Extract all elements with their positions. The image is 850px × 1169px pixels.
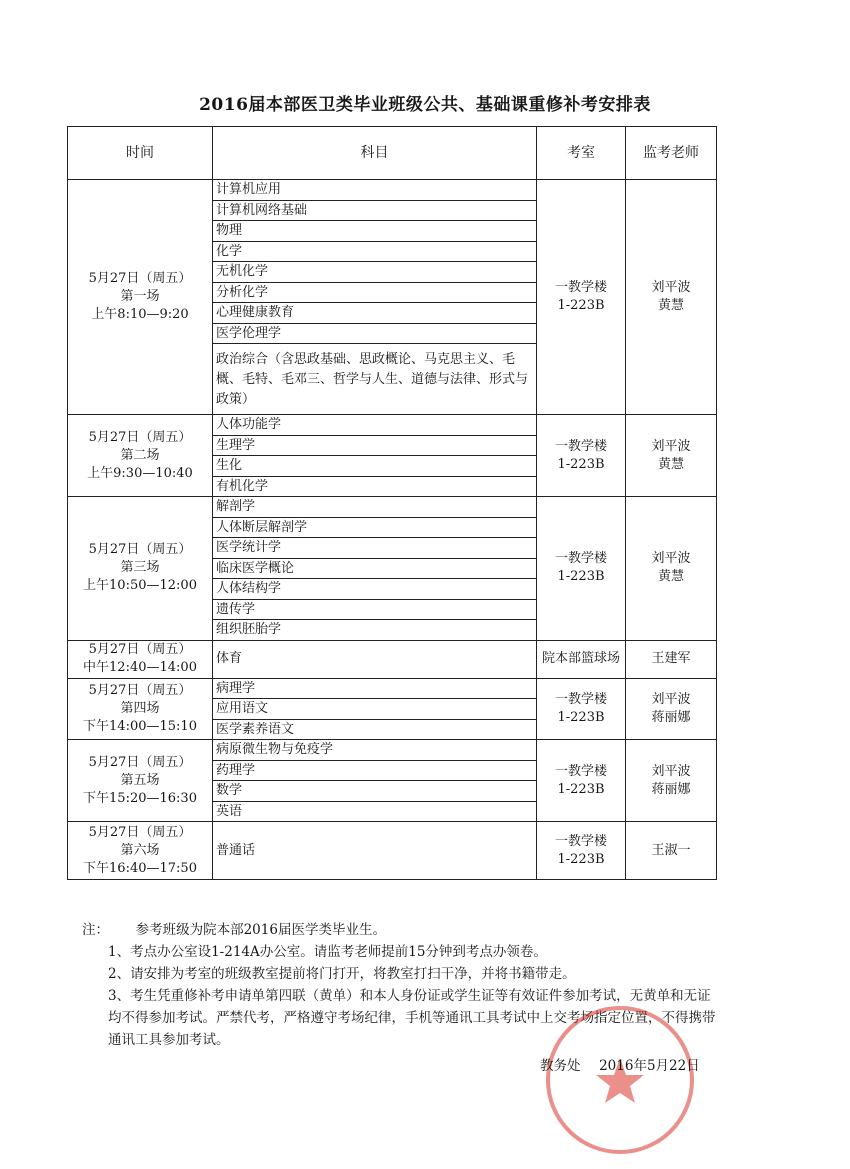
subject-item: 体育 [216,651,243,666]
session-proctor: 刘平波 蒋丽娜 [626,740,717,822]
session-time: 5月27日（周五） 第五场 下午15:20—16:30 [68,740,213,822]
subject-item: 生化 [213,456,536,477]
session-subjects [213,497,537,641]
subject-item: 政治综合（含思政基础、思政概论、马克思主义、毛概、毛特、毛邓三、哲学与人生、道德与法律、形式与政策） [216,352,529,407]
session-row [68,740,717,822]
session-proctor: 刘平波 黄慧 [626,497,717,641]
session-time: 5月27日（周五） 第一场 上午8:10—9:20 [68,180,213,415]
session-room: 一教学楼 1-223B [537,415,626,497]
subject-item: 医学素养语文 [216,721,295,737]
official-seal [540,1000,700,1160]
subject-item: 人体功能学 [213,415,536,436]
subject-item: 人体断层解剖学 [213,518,536,539]
session-proctor: 王淑一 [626,822,717,880]
subject-item: 遗传学 [213,600,536,621]
session-time: 5月27日（周五） 第四场 下午14:00—15:10 [68,678,213,740]
exam-schedule-table [67,126,717,880]
session-row [68,180,717,415]
subject-item: 人体结构学 [213,579,536,600]
session-proctor: 刘平波 黄慧 [626,180,717,415]
header-time: 时间 [68,127,213,180]
header-room: 考室 [537,127,626,180]
schedule-body [68,180,717,880]
subject-item: 组织胚胎学 [216,622,282,637]
session-row [68,678,717,740]
subject-item: 临床医学概论 [213,559,536,580]
session-room: 一教学楼 1-223B [537,678,626,740]
table-header-row [68,127,717,180]
session-room: 一教学楼 1-223B [537,740,626,822]
session-time: 5月27日（周五） 中午12:40—14:00 [68,640,213,678]
session-proctor: 刘平波 蒋丽娜 [626,678,717,740]
session-subjects [213,740,537,822]
session-room: 一教学楼 1-223B [537,180,626,415]
notes-intro: 参考班级为院本部2016届医学类毕业生。 [135,922,386,938]
subject-item: 物理 [213,221,536,242]
note-item-1: 1、考点办公室设1-214A办公室。请监考老师提前15分钟到考点办领卷。 [108,944,547,960]
subject-item: 计算机网络基础 [213,201,536,222]
session-row [68,497,717,641]
subject-item: 心理健康教育 [213,303,536,324]
session-subjects [213,415,537,497]
subject-item: 解剖学 [213,497,536,518]
session-subjects [213,640,537,678]
subject-item: 有机化学 [216,478,269,494]
session-row [68,822,717,880]
session-time: 5月27日（周五） 第六场 下午16:40—17:50 [68,822,213,880]
session-room: 一教学楼 1-223B [537,822,626,880]
subject-item: 无机化学 [213,262,536,283]
session-subjects [213,822,537,880]
session-subjects [213,678,537,740]
subject-item: 医学伦理学 [213,324,536,345]
notes-intro-line [82,919,722,941]
subject-item: 分析化学 [213,283,536,304]
subject-item: 病理学 [213,679,536,700]
signoff-office: 教务处 [540,1058,581,1074]
session-time: 5月27日（周五） 第二场 上午9:30—10:40 [68,415,213,497]
subject-item: 药理学 [213,761,536,782]
subject-item: 计算机应用 [213,180,536,201]
subject-item: 病原微生物与免疫学 [213,740,536,761]
session-proctor: 王建军 [626,640,717,678]
subject-item: 医学统计学 [213,538,536,559]
subject-item: 英语 [216,803,243,819]
session-room: 一教学楼 1-223B [537,497,626,641]
subject-item: 生理学 [213,436,536,457]
session-proctor: 刘平波 黄慧 [626,415,717,497]
subject-item: 化学 [213,242,536,263]
signoff-date: 2016年5月22日 [599,1058,700,1074]
session-subjects [213,180,537,415]
signoff [540,1054,700,1074]
page-title: 2016届本部医卫类毕业班级公共、基础课重修补考安排表 [199,95,651,115]
header-proctor: 监考老师 [626,127,717,180]
session-room: 院本部篮球场 [537,640,626,678]
session-time: 5月27日（周五） 第三场 上午10:50—12:00 [68,497,213,641]
subject-item: 数学 [213,781,536,802]
subject-item: 应用语文 [213,699,536,720]
note-item-3: 3、考生凭重修补考申请单第四联（黄单）和本人身份证或学生证等有效证件参加考试，无黄单和无证均不得参加考试。严禁代考，严格遵守考场纪律，手机等通讯工具考试中上交考场指定位置，不得携带通讯工具参加考试。 [108,988,716,1048]
session-row [68,415,717,497]
session-row [68,640,717,678]
header-subject: 科目 [213,127,537,180]
notes-label: 注： [82,922,109,938]
note-item-2: 2、请安排为考室的班级教室提前将门打开，将教室打扫干净，并将书籍带走。 [108,966,576,982]
subject-item: 普通话 [216,842,256,858]
